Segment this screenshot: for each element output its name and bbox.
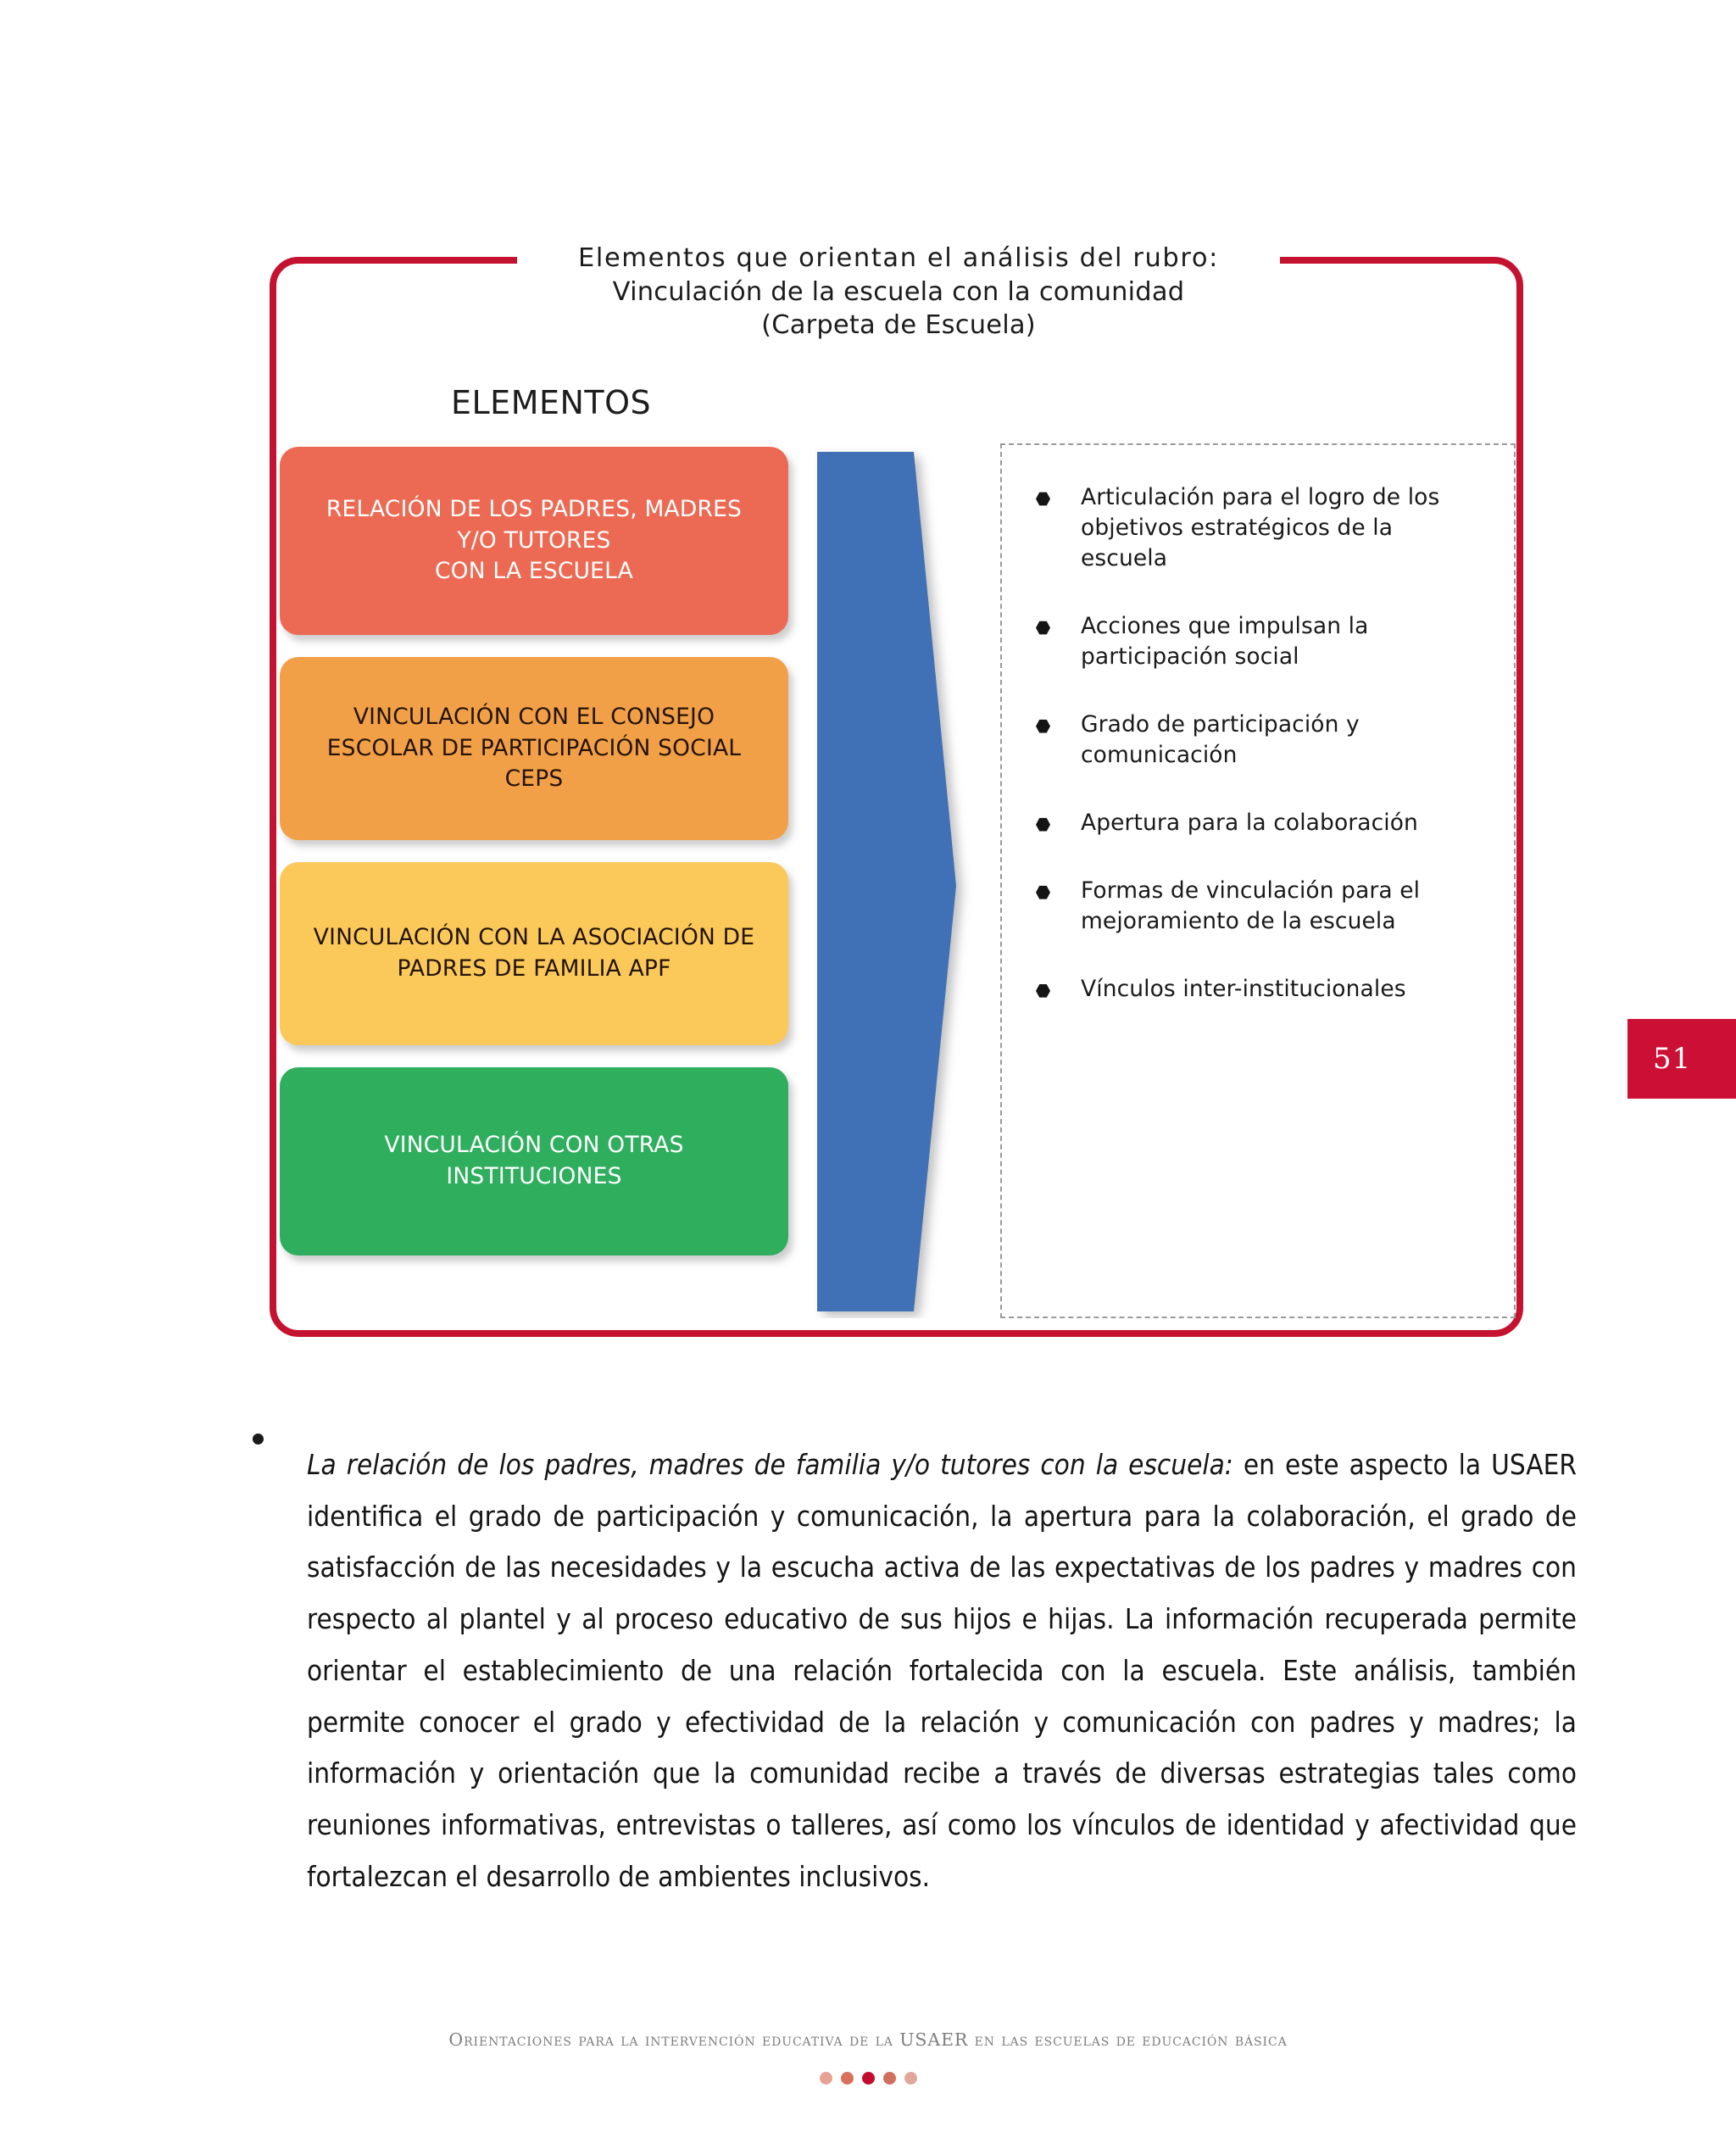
blue-arrow-icon — [814, 445, 975, 1318]
element-box-label: VINCULACIÓN CON LA ASOCIACIÓN DE PADRES DE FAMILIA APF — [313, 924, 755, 982]
list-item — [1036, 974, 1485, 1005]
element-box-ceps[interactable] — [280, 657, 788, 840]
diagram-container — [263, 243, 1530, 1344]
body-paragraph — [307, 1439, 1577, 1902]
page-footer — [0, 2029, 1736, 2085]
page-number: 51 — [1653, 1042, 1692, 1076]
body-text-block — [246, 1411, 1577, 1930]
footer-dot — [862, 2072, 875, 2085]
elements-column — [280, 447, 788, 1278]
element-box-relacion-padres[interactable] — [280, 447, 788, 635]
paragraph-lead-italic: La relación de los padres, madres de familia y/o tutores con la escuela: — [307, 1448, 1244, 1481]
list-item-label: Articulación para el logro de los objetivos estratégicos de la escuela — [1081, 484, 1440, 572]
diagram-title-line1: Elementos que orientan el análisis del rubro: — [578, 243, 1219, 273]
elementos-heading: ELEMENTOS — [451, 384, 652, 421]
list-item — [1036, 876, 1485, 937]
page-number-badge — [1628, 1019, 1736, 1099]
footer-dot-ornament — [0, 2072, 1736, 2085]
element-box-apf[interactable] — [280, 862, 788, 1045]
criteria-dashed-panel — [1000, 443, 1516, 1318]
list-item-label: Apertura para la colaboración — [1081, 810, 1418, 837]
diagram-title-line3: (Carpeta de Escuela) — [761, 310, 1036, 341]
footer-title: Orientaciones para la intervención educativa de la USAER en las escuelas de educación básica — [448, 2029, 1288, 2050]
paragraph-bullet-icon — [253, 1434, 264, 1445]
list-item-label: Acciones que impulsan la participación social — [1081, 613, 1369, 671]
footer-dot — [904, 2072, 917, 2085]
footer-dot — [883, 2072, 896, 2085]
hexagon-bullet-icon — [1036, 492, 1050, 506]
footer-dot — [820, 2072, 832, 2085]
list-item — [1036, 710, 1485, 771]
element-box-label: RELACIÓN DE LOS PADRES, MADRES Y/O TUTORES CON LA ESCUELA — [326, 496, 743, 585]
hexagon-bullet-icon — [1036, 719, 1050, 733]
hexagon-bullet-icon — [1036, 885, 1050, 899]
diagram-title-line2: Vinculación de la escuela con la comunidad — [612, 276, 1185, 307]
list-item — [1036, 808, 1485, 838]
element-box-otras-instituciones[interactable] — [280, 1067, 788, 1255]
footer-dot — [841, 2072, 854, 2085]
list-item-label: Formas de vinculación para el mejoramiento de la escuela — [1081, 877, 1421, 935]
list-item-label: Vínculos inter-institucionales — [1081, 976, 1406, 1003]
hexagon-bullet-icon — [1036, 817, 1050, 832]
list-item-label: Grado de participación y comunicación — [1081, 711, 1360, 769]
diagram-title — [517, 242, 1280, 342]
list-item — [1036, 611, 1485, 672]
list-item — [1036, 482, 1485, 574]
criteria-bullet-list — [1036, 482, 1485, 1042]
hexagon-bullet-icon — [1036, 621, 1050, 635]
paragraph-rest: en este aspecto la USAER identifica el grado de participación y comunicación, la apertura para la colaboración, el grado de satisfacción de las necesidades y la escucha activa de las expectativas de los padres y madres con respecto al plantel y al proceso educativo de sus hijos e hijas. La información recuperada permite orientar el establecimiento de una relación fortalecida con la escuela. Este análisis, también permite conocer el grado y efectividad de la relación y comunicación con padres y madres; la información y orientación que la comunidad recibe a través de diversas estrategias tales como reuniones informativas, entrevistas o talleres, así como los vínculos de identidad y afectividad que fortalezcan el desarrollo de ambientes inclusivos. — [307, 1448, 1577, 1893]
element-box-label: VINCULACIÓN CON OTRAS INSTITUCIONES — [384, 1132, 684, 1189]
element-box-label: VINCULACIÓN CON EL CONSEJO ESCOLAR DE PARTICIPACIÓN SOCIAL CEPS — [326, 704, 742, 793]
hexagon-bullet-icon — [1036, 983, 1050, 998]
